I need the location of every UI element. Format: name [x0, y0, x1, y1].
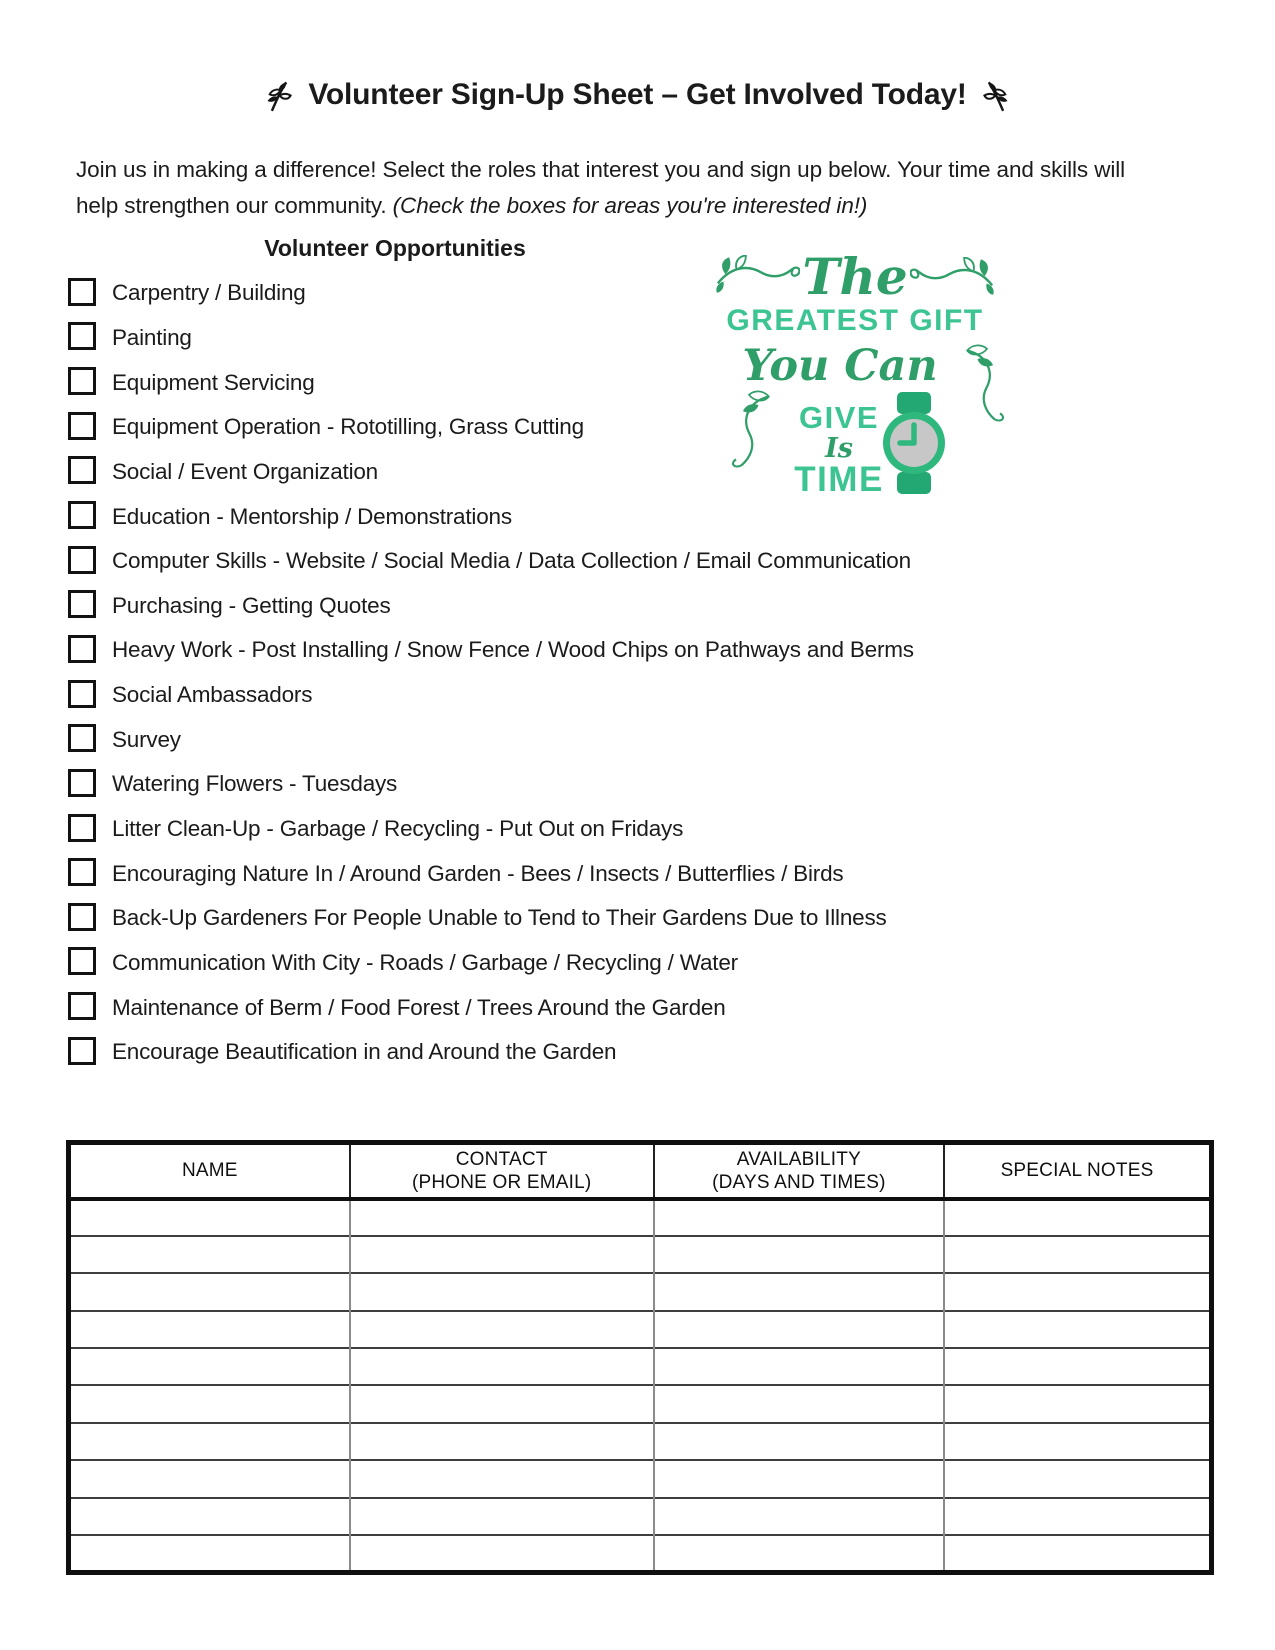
opportunity-label: Litter Clean-Up - Garbage / Recycling - Put Out on Fridays: [112, 816, 684, 841]
opportunity-label: Education - Mentorship / Demonstrations: [112, 503, 512, 529]
opportunity-label: Social / Event Organization: [112, 458, 378, 484]
opportunity-label: Encouraging Nature In / Around Garden - Bees / Insects / Butterflies / Birds: [112, 860, 844, 886]
signup-cell-availability[interactable]: [654, 1535, 944, 1572]
checkbox[interactable]: [68, 1037, 96, 1065]
signup-cell-contact[interactable]: [350, 1460, 654, 1497]
signup-cell-name[interactable]: [69, 1273, 350, 1310]
signup-cell-name[interactable]: [69, 1311, 350, 1348]
leaf-sprig-icon: [983, 79, 1010, 112]
checkbox[interactable]: [68, 680, 96, 708]
opportunity-label: Equipment Servicing: [112, 369, 315, 395]
checkbox[interactable]: [68, 903, 96, 931]
opportunity-label: Heavy Work - Post Installing / Snow Fence / Wood Chips on Pathways and Berms: [112, 637, 914, 663]
signup-table: [66, 1140, 1214, 1575]
signup-cell-special-notes[interactable]: [944, 1423, 1211, 1460]
opportunity-label: Encourage Beautification in and Around the Garden: [112, 1039, 617, 1065]
checkbox[interactable]: [68, 992, 96, 1020]
leaf-sprig-icon: [265, 79, 292, 112]
signup-cell-special-notes[interactable]: [944, 1311, 1211, 1348]
signup-cell-contact[interactable]: [350, 1199, 654, 1236]
signup-table-row: [69, 1236, 1212, 1273]
signup-cell-contact[interactable]: [350, 1348, 654, 1385]
checkbox[interactable]: [68, 590, 96, 618]
signup-cell-contact[interactable]: [350, 1236, 654, 1273]
vine-flourish-icon: [716, 255, 800, 300]
signup-cell-availability[interactable]: [654, 1199, 944, 1236]
signup-cell-special-notes[interactable]: [944, 1460, 1211, 1497]
checkbox[interactable]: [68, 501, 96, 529]
opportunity-label: Equipment Operation - Rototilling, Grass Cutting: [112, 414, 584, 440]
column-header-availability: AVAILABILITY (DAYS AND TIMES): [654, 1143, 944, 1199]
graphic-give: GIVE: [798, 400, 880, 435]
intro-line2: help strengthen our community.: [76, 192, 393, 218]
opportunity-item: [68, 985, 1148, 1030]
opportunity-item: [68, 673, 1148, 718]
column-header-contact: CONTACT (PHONE OR EMAIL): [350, 1143, 654, 1199]
opportunity-item: [68, 583, 1148, 628]
intro-note: (Check the boxes for areas you're interested in!): [392, 192, 868, 218]
signup-table-row: [69, 1311, 1212, 1348]
checkbox[interactable]: [68, 367, 96, 395]
signup-cell-name[interactable]: [69, 1460, 350, 1497]
opportunity-label: Computer Skills - Website / Social Media / Data Collection / Email Communication: [112, 548, 911, 574]
signup-cell-availability[interactable]: [654, 1423, 944, 1460]
opportunity-item: [68, 628, 1148, 673]
signup-cell-special-notes[interactable]: [944, 1498, 1211, 1535]
signup-cell-special-notes[interactable]: [944, 1535, 1211, 1572]
signup-table-row: [69, 1273, 1212, 1310]
opportunity-item: [68, 941, 1148, 986]
checkbox[interactable]: [68, 769, 96, 797]
graphic-time: TIME: [794, 460, 884, 499]
opportunity-item: [68, 494, 1148, 539]
signup-cell-name[interactable]: [69, 1199, 350, 1236]
signup-cell-availability[interactable]: [654, 1273, 944, 1310]
checkbox[interactable]: [68, 724, 96, 752]
signup-table-row: [69, 1348, 1212, 1385]
opportunity-label: Survey: [112, 726, 181, 752]
signup-cell-contact[interactable]: [350, 1273, 654, 1310]
signup-cell-availability[interactable]: [654, 1348, 944, 1385]
signup-cell-name[interactable]: [69, 1236, 350, 1273]
graphic-greatest-gift: GREATEST GIFT: [726, 304, 984, 337]
signup-cell-name[interactable]: [69, 1385, 350, 1422]
signup-cell-name[interactable]: [69, 1348, 350, 1385]
signup-cell-availability[interactable]: [654, 1311, 944, 1348]
opportunity-item: [68, 762, 1148, 807]
checkbox[interactable]: [68, 947, 96, 975]
signup-cell-contact[interactable]: [350, 1498, 654, 1535]
signup-table-row: [69, 1460, 1212, 1497]
checkbox[interactable]: [68, 322, 96, 350]
signup-cell-contact[interactable]: [350, 1423, 654, 1460]
signup-cell-name[interactable]: [69, 1535, 350, 1572]
page-title-row: [0, 78, 1275, 112]
checkbox[interactable]: [68, 412, 96, 440]
watch-icon: [880, 390, 948, 501]
signup-cell-contact[interactable]: [350, 1311, 654, 1348]
checkbox[interactable]: [68, 858, 96, 886]
signup-cell-special-notes[interactable]: [944, 1348, 1211, 1385]
graphic-word-the: The: [802, 247, 908, 306]
intro-line1: Join us in making a difference! Select the roles that interest you and sign up below. Your time and skills will: [76, 157, 1126, 182]
opportunity-label: Painting: [112, 324, 192, 350]
column-header-name: NAME: [69, 1143, 350, 1199]
opportunity-label: Social Ambassadors: [112, 682, 313, 708]
signup-table-row: [69, 1199, 1212, 1236]
signup-cell-special-notes[interactable]: [944, 1236, 1211, 1273]
graphic-you-can: You Can: [742, 341, 938, 391]
signup-cell-contact[interactable]: [350, 1385, 654, 1422]
opportunity-item: [68, 896, 1148, 941]
signup-cell-name[interactable]: [69, 1423, 350, 1460]
signup-cell-name[interactable]: [69, 1498, 350, 1535]
opportunity-item: [68, 807, 1148, 852]
signup-table-row: [69, 1385, 1212, 1422]
graphic-is: Is: [825, 433, 853, 464]
signup-cell-special-notes[interactable]: [944, 1273, 1211, 1310]
intro-paragraph: [76, 152, 1136, 223]
signup-cell-availability[interactable]: [654, 1460, 944, 1497]
opportunity-item: [68, 539, 1148, 584]
signup-cell-availability[interactable]: [654, 1498, 944, 1535]
opportunity-label: Purchasing - Getting Quotes: [112, 592, 391, 618]
signup-table-row: [69, 1535, 1212, 1572]
opportunity-item: [68, 717, 1148, 762]
column-header-special-notes: SPECIAL NOTES: [944, 1143, 1211, 1199]
opportunity-item: [68, 1030, 1148, 1075]
opportunity-label: Communication With City - Roads / Garbage / Recycling / Water: [112, 949, 738, 975]
opportunity-label: Carpentry / Building: [112, 280, 306, 306]
signup-cell-availability[interactable]: [654, 1385, 944, 1422]
signup-cell-special-notes[interactable]: [944, 1199, 1211, 1236]
vine-flourish-icon: [910, 257, 994, 297]
opportunities-heading: Volunteer Opportunities: [264, 235, 526, 261]
opportunity-label: Watering Flowers - Tuesdays: [112, 771, 398, 797]
checkbox[interactable]: [68, 278, 96, 306]
signup-cell-availability[interactable]: [654, 1236, 944, 1273]
opportunity-label: Maintenance of Berm / Food Forest / Trees Around the Garden: [112, 994, 726, 1020]
signup-table-row: [69, 1423, 1212, 1460]
opportunity-item: [68, 851, 1148, 896]
opportunity-label: Back-Up Gardeners For People Unable to Tend to Their Gardens Due to Illness: [112, 905, 887, 931]
signup-table-row: [69, 1498, 1212, 1535]
time-gift-graphic: [698, 248, 1012, 498]
signup-table-header-row: [69, 1143, 1212, 1199]
checkbox[interactable]: [68, 814, 96, 842]
vine-flourish-icon: [962, 342, 1012, 433]
checkbox[interactable]: [68, 456, 96, 484]
checkbox[interactable]: [68, 546, 96, 574]
page-title: Volunteer Sign-Up Sheet – Get Involved Today!: [308, 78, 967, 111]
signup-cell-special-notes[interactable]: [944, 1385, 1211, 1422]
checkbox[interactable]: [68, 635, 96, 663]
signup-cell-contact[interactable]: [350, 1535, 654, 1572]
